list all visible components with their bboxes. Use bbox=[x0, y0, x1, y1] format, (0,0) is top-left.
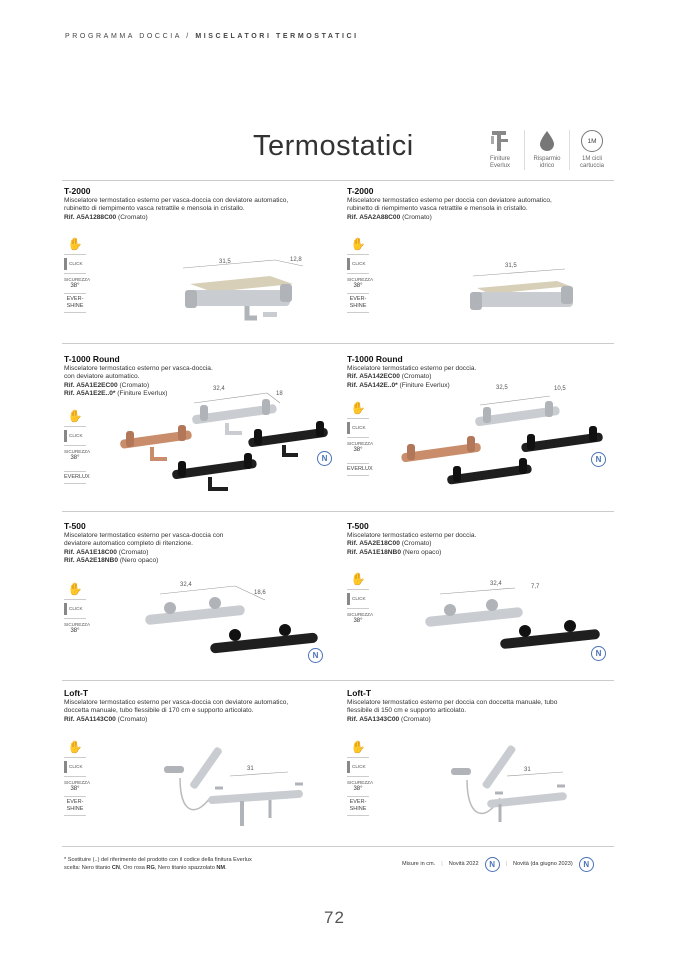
hand-icon: ✋ bbox=[350, 401, 366, 415]
spec-column: ✋ CLICK SICUREZZA 38° EVER- SHINE bbox=[64, 740, 86, 816]
click-icon: CLICK bbox=[347, 761, 369, 773]
spec-column: ✋ CLICK SICUREZZA 38° EVERLUX bbox=[64, 409, 86, 484]
divider bbox=[62, 680, 614, 681]
divider bbox=[62, 343, 614, 344]
product-image-t500-shower bbox=[420, 584, 605, 659]
product-t2000-shower: T-2000 Miscelatore termostatico esterno per doccia con deviatore automatico, rubinetto di riempimento vasca retrattile e mensola in cristallo. Rif. A5A2A88C00 (Cromato) bbox=[347, 186, 552, 221]
dimension-label: 31,5 bbox=[219, 259, 231, 265]
hand-icon: ✋ bbox=[67, 409, 83, 423]
hand-icon: ✋ bbox=[67, 237, 83, 251]
breadcrumb-current: MISCELATORI TERMOSTATICI bbox=[195, 33, 359, 40]
new-2022-badge: N bbox=[591, 452, 606, 467]
new-2022-icon: N bbox=[485, 857, 500, 872]
hand-icon: ✋ bbox=[350, 237, 366, 251]
feature-everlux: Finiture Everlux bbox=[480, 128, 520, 170]
product-image-t2000-shower bbox=[465, 266, 585, 321]
divider bbox=[62, 180, 614, 181]
dimension-label: 32,5 bbox=[496, 385, 508, 391]
click-icon: CLICK bbox=[64, 603, 86, 615]
hand-icon: ✋ bbox=[350, 740, 366, 754]
product-t500-bath: T-500 Miscelatore termostatico esterno per vasca-doccia con deviatore automatico completo di ritenzione. Rif. A5A1E18C00 (Cromato) Rif. A5A2E18NB0 (Nero opaco) bbox=[64, 521, 224, 565]
page-title: Termostatici bbox=[253, 130, 414, 162]
breadcrumb bbox=[65, 33, 359, 40]
breadcrumb-separator: / bbox=[186, 33, 191, 40]
product-loft-t-shower: Loft-T Miscelatore termostatico esterno per doccia con doccetta manuale, tubo flessibile di 150 cm e supporto articolato. Rif. A5A1343C00 (Cromato) bbox=[347, 688, 558, 723]
product-image-t1000-shower bbox=[395, 390, 610, 495]
legend: Misure in cm. | Novità 2022 N | Novità (da giugno 2023) N bbox=[402, 857, 594, 872]
hand-icon: ✋ bbox=[67, 582, 83, 596]
click-icon: CLICK bbox=[347, 422, 369, 434]
spec-column: ✋ CLICK SICUREZZA 38° EVER- SHINE bbox=[347, 237, 369, 313]
new-2023-badge: N bbox=[591, 646, 606, 661]
dimension-label: 7,7 bbox=[531, 584, 540, 590]
feature-water-saving: Risparmio idrico bbox=[527, 128, 567, 170]
new-2023-icon: N bbox=[579, 857, 594, 872]
legend-measures: Misure in cm. bbox=[402, 860, 436, 867]
dimension-label: 10,5 bbox=[554, 386, 566, 392]
shower-finish-icon bbox=[480, 128, 520, 154]
divider bbox=[62, 511, 614, 512]
dimension-label: 31 bbox=[247, 766, 254, 772]
product-image-t500-bath bbox=[140, 580, 330, 665]
dimension-label: 31,5 bbox=[505, 263, 517, 269]
product-image-t1000-bath bbox=[112, 385, 337, 500]
cycles-icon: 1M bbox=[572, 128, 612, 154]
spec-column: ✋ CLICK SICUREZZA 38° EVER- SHINE bbox=[347, 740, 369, 816]
footnote: * Sostituire (..) del riferimento del prodotto con il codice della finitura Everlux scelta: Nero titanio CN, Oro rosa RG, Nero titanio spazzolato NM. bbox=[64, 857, 252, 871]
hand-icon: ✋ bbox=[350, 572, 366, 586]
legend-new-2023: Novità (da giugno 2023) bbox=[513, 860, 573, 867]
product-loft-t-bath: Loft-T Miscelatore termostatico esterno per vasca-doccia con deviatore automatico, doccetta manuale, tubo flessibile di 170 cm e supporto articolato. Rif. A5A1143C00 (Cromato) bbox=[64, 688, 289, 723]
new-2023-badge: N bbox=[308, 648, 323, 663]
dimension-label: 32,4 bbox=[213, 386, 225, 392]
divider bbox=[62, 846, 614, 847]
product-t1000-bath: T-1000 Round Miscelatore termostatico esterno per vasca-doccia. con deviatore automatico. Rif. A5A1E2EC00 (Cromato) Rif. A5A1E2E..0* (Finiture Everlux) bbox=[64, 354, 213, 398]
breadcrumb-section: PROGRAMMA DOCCIA bbox=[65, 33, 182, 40]
product-image-loft-t-shower bbox=[445, 738, 575, 833]
new-2022-badge: N bbox=[317, 451, 332, 466]
click-icon: CLICK bbox=[64, 430, 86, 442]
water-drop-icon bbox=[527, 128, 567, 154]
dimension-label: 32,4 bbox=[490, 581, 502, 587]
page-number: 72 bbox=[324, 908, 345, 927]
spec-column: ✋ CLICK SICUREZZA 38° EVERLUX bbox=[347, 401, 369, 476]
click-icon: CLICK bbox=[347, 593, 369, 605]
dimension-label: 32,4 bbox=[180, 582, 192, 588]
dimension-label: 31 bbox=[524, 767, 531, 773]
feature-cycles: 1M 1M cicli cartuccia bbox=[572, 128, 612, 170]
spec-column: ✋ CLICK SICUREZZA 38° bbox=[347, 572, 374, 624]
product-image-loft-t-bath bbox=[160, 738, 310, 833]
product-t500-shower: T-500 Miscelatore termostatico esterno per doccia. Rif. A5A2E18C00 (Cromato) Rif. A5A1E18NB0 (Nero opaco) bbox=[347, 521, 477, 556]
click-icon: CLICK bbox=[64, 761, 86, 773]
click-icon: CLICK bbox=[64, 258, 86, 270]
spec-column: ✋ CLICK SICUREZZA 38° EVER- SHINE bbox=[64, 237, 86, 313]
dimension-label: 18,6 bbox=[254, 590, 266, 596]
product-image-t2000-bath bbox=[175, 252, 315, 337]
legend-new-2022: Novità 2022 bbox=[448, 860, 479, 867]
click-icon: CLICK bbox=[347, 258, 369, 270]
dimension-label: 18 bbox=[276, 391, 283, 397]
hand-icon: ✋ bbox=[67, 740, 83, 754]
product-t2000-bath: T-2000 Miscelatore termostatico esterno per vasca-doccia con deviatore automatico, rubinetto di riempimento vasca retrattile e mensola in cristallo. Rif. A5A1288C00 (Cromato) bbox=[64, 186, 289, 221]
dimension-label: 12,8 bbox=[290, 257, 302, 263]
product-t1000-shower: T-1000 Round Miscelatore termostatico esterno per doccia. Rif. A5A142EC00 (Cromato) Rif. A5A142E..0* (Finiture Everlux) bbox=[347, 354, 477, 389]
spec-column: ✋ CLICK SICUREZZA 38° bbox=[64, 582, 91, 634]
